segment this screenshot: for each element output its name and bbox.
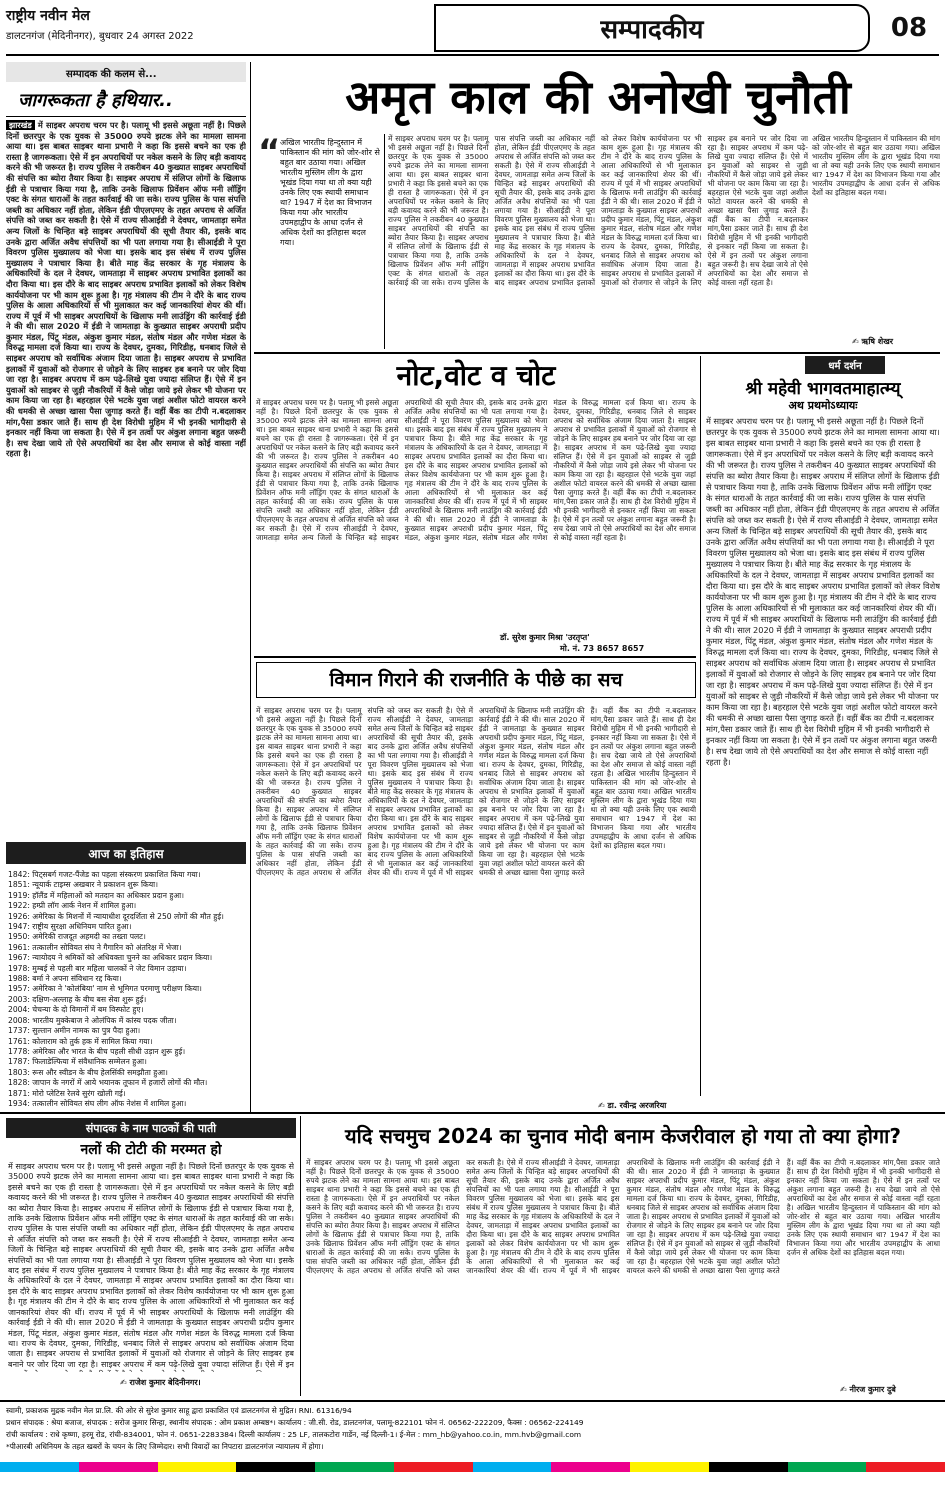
left-editorial-title: जागरूकता है हथियार.. (18, 90, 173, 111)
imprint-line: रांची कार्यालय : राधे कृष्णा, हरमू रोड, रांची-834001, फोन नं. 0651-2283384। दिल्ली कार्यालय : 25 LF, तालकटोरा गार्डेन, नई दिल्ली-1। ई-मेल : mm_hb@yahoo.co.in, mm.hvb@gmail.com (6, 1430, 582, 1439)
color-swatch (551, 1462, 630, 1472)
sub-editorial-text: में साइबर अपराध चरम पर है। पलामू भी इससे अछूता नहीं है। पिछले दिनों छतरपुर के एक युवक से 35000 रुपये झटक लेने का मामला सामना आया था। इस बाबत साइबर थाना प्रभारी ने कहा कि इससे बचने का एक ही रास्ता है जागरूकता। ऐसे में इन अपराधियों पर नकेल कसने के लिए बड़ी कवायद करने की भी जरूरत है। राज्य पुलिस ने तकरीबन 40 कुख्यात साइबर अपराधियों की संपत्ति का ब्योरा तैयार किया है। साइबर अपराध में संलिप्त लोगों के खिलाफ ईडी से पत्राचार किया गया है, ताकि उनके खिलाफ प्रिवेंशन ऑफ मनी लॉड्रिंग एक्ट के संगत धाराओं के तहत कार्रवाई की जा सके। राज्य पुलिस के पास संपत्ति जब्ती का अधिकार नहीं होता, लेकिन ईडी पीएलएमए के तहत अपराध से अर्जित संपत्ति को जब्त कर सकती है। ऐसे में राज्य सीआईडी ने देवघर, जामताड़ा समेत अन्य जिलों के चिन्हित बड़े साइबर अपराधियों की सूची तैयार की, इसके बाद उनके द्वारा अर्जित अवैध संपत्तियों का भी पता लगाया गया है। सीआईडी ने पूरा विवरण पुलिस मुख्यालय को भेजा था। इसके बाद इस संबंध में राज्य पुलिस मुख्यालय ने पत्राचार किया है। बीते माह केंद्र सरकार के गृह मंत्रालय के अधिकारियों के दल ने देवघर, जामताड़ा में साइबर अपराध प्रभावित इलाकों का दौरा किया था। इस दौरे के बाद साइबर अपराध प्रभावित इलाकों को लेकर विशेष कार्ययोजना पर भी काम शुरू हुआ है। गृह मंत्रालय की टीम ने दौरे के बाद राज्य पुलिस के आला अधिकारियों से भी मुलाकात कर कई जानकारियां शेयर की थीं। राज्य में पूर्व में भी साइबर अपराधियों के खिलाफ मनी लाउंड्रिंग की कार्रवाई ईडी ने की थी। साल 2020 में ईडी ने जामताड़ा के कुख्यात साइबर अपराधी प्रदीप कुमार मंडल, पिंटू मंडल, अंकुश कुमार मंडल, संतोष मंडल और गणेश मंडल के विरुद्ध मामला दर्ज किया था। राज्य के देवघर, दुमका, गिरिडीह, धनबाद जिले से साइबर अपराध को सर्वाधिक अंजाम दिया जाता है। साइबर अपराध से प्रभावित इलाकों में युवाओं को रोजगार से जोड़ने के लिए साइबर हब बनाने पर जोर दिया जा रहा है। साइबर अपराध में कम पढ़े-लिखे युवा ज्यादा संलिप्त हैं। ऐसे में इन युवाओं को साइबर से जुड़ी नौकरियों में कैसे जोड़ा जाये इसे लेकर भी योजना पर काम किया जा रहा है। बहरहाल ऐसे भटके युवा जहां अशील फोटो वायरल करने की धमकी से अच्छा खासा पैसा जुगाड़ करते हैं। वहीं बैंक का टीपी न.बदलाकर मांग,पैसा डकार जाते हैं। साथ ही देश विरोधी मुहिम में भी इनकी भागीदारी से इनकार नहीं किया जा सकता है। ऐसे में इन तत्वों पर अंकुश लगाना बहुत जरूरी है। सच देखा जाये तो ऐसे अपराधियों का देश और समाज से कोई वास्ता नहीं रहता है। (256, 398, 696, 542)
history-item: 1934: तत्कालीन सोवियत संघ लीग ऑफ नेशंस में शामिल हुआ। (8, 1098, 187, 1108)
color-swatch (394, 1462, 473, 1472)
dharma-tag: धर्म दर्शन (805, 356, 885, 374)
history-item: 1851: न्यूयार्क टाइम्स अखबार ने प्रकाशन शुरू किया। (8, 880, 158, 890)
plane-text: में साइबर अपराध चरम पर है। पलामू भी इससे अछूता नहीं है। पिछले दिनों छतरपुर के एक युवक से 35000 रुपये झटक लेने का मामला सामना आया था। इस बाबत साइबर थाना प्रभारी ने कहा कि इससे बचने का एक ही रास्ता है जागरूकता। ऐसे में इन अपराधियों पर नकेल कसने के लिए बड़ी कवायद करने की भी जरूरत है। राज्य पुलिस ने तकरीबन 40 कुख्यात साइबर अपराधियों की संपत्ति का ब्योरा तैयार किया है। साइबर अपराध में संलिप्त लोगों के खिलाफ ईडी से पत्राचार किया गया है, ताकि उनके खिलाफ प्रिवेंशन ऑफ मनी लॉड्रिंग एक्ट के संगत धाराओं के तहत कार्रवाई की जा सके। राज्य पुलिस के पास संपत्ति जब्ती का अधिकार नहीं होता, लेकिन ईडी पीएलएमए के तहत अपराध से अर्जित संपत्ति को जब्त कर सकती है। ऐसे में राज्य सीआईडी ने देवघर, जामताड़ा समेत अन्य जिलों के चिन्हित बड़े साइबर अपराधियों की सूची तैयार की, इसके बाद उनके द्वारा अर्जित अवैध संपत्तियों का भी पता लगाया गया है। सीआईडी ने पूरा विवरण पुलिस मुख्यालय को भेजा था। इसके बाद इस संबंध में राज्य पुलिस मुख्यालय ने पत्राचार किया है। बीते माह केंद्र सरकार के गृह मंत्रालय के अधिकारियों के दल ने देवघर, जामताड़ा में साइबर अपराध प्रभावित इलाकों का दौरा किया था। इस दौरे के बाद साइबर अपराध प्रभावित इलाकों को लेकर विशेष कार्ययोजना पर भी काम शुरू हुआ है। गृह मंत्रालय की टीम ने दौरे के बाद राज्य पुलिस के आला अधिकारियों से भी मुलाकात कर कई जानकारियां शेयर की थीं। राज्य में पूर्व में भी साइबर अपराधियों के खिलाफ मनी लाउंड्रिंग की कार्रवाई ईडी ने की थी। साल 2020 में ईडी ने जामताड़ा के कुख्यात साइबर अपराधी प्रदीप कुमार मंडल, पिंटू मंडल, अंकुश कुमार मंडल, संतोष मंडल और गणेश मंडल के विरुद्ध मामला दर्ज किया था। राज्य के देवघर, दुमका, गिरिडीह, धनबाद जिले से साइबर अपराध को सर्वाधिक अंजाम दिया जाता है। साइबर अपराध से प्रभावित इलाकों में युवाओं को रोजगार से जोड़ने के लिए साइबर हब बनाने पर जोर दिया जा रहा है। साइबर अपराध में कम पढ़े-लिखे युवा ज्यादा संलिप्त हैं। ऐसे में इन युवाओं को साइबर से जुड़ी नौकरियों में कैसे जोड़ा जाये इसे लेकर भी योजना पर काम किया जा रहा है। बहरहाल ऐसे भटके युवा जहां अशील फोटो वायरल करने की धमकी से अच्छा खासा पैसा जुगाड़ करते हैं। वहीं बैंक का टीपी न.बदलाकर मांग,पैसा डकार जाते हैं। साथ ही देश विरोधी मुहिम में भी इनकी भागीदारी से इनकार नहीं किया जा सकता है। ऐसे में इन तत्वों पर अंकुश लगाना बहुत जरूरी है। सच देखा जाये तो ऐसे अपराधियों का देश और समाज से कोई वास्ता नहीं रहता है। (256, 706, 696, 877)
section-title: सम्पादकीय (434, 4, 870, 52)
page-header (6, 4, 939, 56)
history-item: 1842: पिट्सबर्ग गजट-पैंजेड का पहला संस्करण प्रकाशित किया गया। (8, 870, 201, 879)
imprint-line: *पीआरबी अधिनियम के तहत खबरों के चयन के लिए जिम्मेदार। सभी विवादों का निपटारा डालटनगंज न्यायालय में होगा। (6, 1442, 324, 1451)
editor-pen-banner: सम्पादक की कलम से... (6, 62, 246, 82)
letters-author-name: राजेश कुमार बेदिनीनगर। (129, 1378, 201, 1387)
history-item: 1828: जापान के नगरों में आये भयानक तूफान में हजारों लोगों की मौत। (8, 1078, 208, 1088)
plane-title: विमान गिराने की राजनीति के पीछे का सच (256, 662, 696, 698)
history-item: 1787: फिलाडेल्फिया में संवैधानिक सम्मेलन हुआ। (8, 1057, 147, 1067)
main-byline: ✍ ऋषि शेखर (852, 337, 894, 346)
bottom-title: यदि सचमुच 2024 का चुनाव मोदी बनाम केजरीवाल हो गया तो क्या होगा? (345, 1124, 901, 1148)
letters-banner (6, 1118, 296, 1138)
history-item: 1761: कोलाराम को तुर्क हक में सामिल किया गया। (8, 1036, 153, 1046)
bottom-author: ✍ नीरज कुमार दुबे (840, 1385, 896, 1394)
plane-text: अखिल भारतीय हिन्दुस्तान में पाकिस्तान की मांग को जोर-शोर से बहुत बार उठाया गया। अखिल भारतीय मुस्लिम लीग के द्वारा भूखंड दिया गया था तो क्या यही उनके लिए एक स्थायी समाधान था? 1947 में देश का विभाजन किया गया और भारतीय उपमहाद्वीप के आधा दर्जन से अधिक देशों का इतिहास बदल गया। (590, 769, 696, 850)
color-swatch (630, 1462, 709, 1472)
history-title: आज का इतिहास (88, 846, 164, 861)
dharma-subtitle: अथ प्रथमोऽध्यायः (788, 399, 858, 412)
color-registration-bar (0, 1462, 945, 1472)
quote-icon: “ (258, 132, 281, 172)
history-item: 2004: चेचन्या के दो विमानों में बम विस्फोट हुए। (8, 1005, 144, 1015)
plane-body (256, 706, 696, 1098)
letters-author: ✍ राजेश कुमार बेदिनीनगर। (120, 1378, 201, 1387)
bottom-text: अखिल भारतीय हिन्दुस्तान में पाकिस्तान की मांग को जोर-शोर से बहुत बार उठाया गया। अखिल भारतीय मुस्लिम लीग के द्वारा भूखंड दिया गया था तो क्या यही उनके लिए एक स्थायी समाधान था? 1947 में देश का विभाजन किया गया और भारतीय उपमहाद्वीप के आधा दर्जन से अधिक देशों का इतिहास बदल गया। (786, 1203, 940, 1257)
color-swatch (473, 1462, 552, 1472)
plane-author-name: डा. रवीन्द्र अरजरिया (607, 1101, 667, 1110)
history-item: 2008: भारतीय मुक्केबाज ने ओलंपिक में कांस्य पदक जीता। (8, 1015, 177, 1025)
letters-title: संपादक के नाम पाठकों की पाती (85, 1121, 217, 1135)
sub-editorial-mobile: मो. नं. 73 8657 8657 (560, 644, 645, 653)
dateline: डालटनगंज (मेदिनीनगर), बुधवार 24 अगस्त 2022 (6, 31, 194, 42)
color-swatch (236, 1462, 315, 1472)
column-divider (384, 134, 385, 349)
history-item: 2003: दक्षिण-अल्लाह के बीच बस सेवा शुरू हुई। (8, 994, 147, 1004)
sub-editorial-body (256, 398, 696, 634)
divider (254, 352, 940, 354)
imprint-line: प्रधान संपादक : श्रेया बजाज, संपादक : सरोज कुमार सिन्हा, स्थानीय संपादक : ओम प्रकाश अम्बष्ठ*। कार्यालय : जी.सी. रोड, डालटनगंज, पलामू-822101 फोन नं. 06562-222209, फैक्स : 06562-224149 (6, 1418, 584, 1427)
masthead-title: राष्ट्रीय नवीन मेल (6, 8, 90, 24)
history-item: 1988: बर्मा ने अपना संविधान रद्द किया। (8, 974, 122, 984)
main-headline: अमृत काल की अनोखी चुनौती (345, 70, 851, 124)
divider (254, 656, 696, 658)
history-item: 1926: अमेरिका के मिशनों में न्यायाधीश दूरदर्शिता से 250 लोगों की मौत हुई। (8, 911, 224, 921)
history-banner (6, 842, 246, 864)
history-item: 1871: मोरो प्लेटिस रेलवे सुरंग खोली गई। (8, 1088, 126, 1098)
page-number: 08 (890, 13, 928, 43)
letters-body (8, 1162, 294, 1372)
history-item: 1978: मुम्बई से पहली बार महिला चालकों ने जेट विमान उड़ाया। (8, 963, 187, 973)
bottom-body (306, 1158, 940, 1380)
letters-text: में साइबर अपराध चरम पर है। पलामू भी इससे अछूता नहीं है। पिछले दिनों छतरपुर के एक युवक से 35000 रुपये झटक लेने का मामला सामना आया था। इस बाबत साइबर थाना प्रभारी ने कहा कि इससे बचने का एक ही रास्ता है जागरूकता। ऐसे में इन अपराधियों पर नकेल कसने के लिए बड़ी कवायद करने की भी जरूरत है। राज्य पुलिस ने तकरीबन 40 कुख्यात साइबर अपराधियों की संपत्ति का ब्योरा तैयार किया है। साइबर अपराध में संलिप्त लोगों के खिलाफ ईडी से पत्राचार किया गया है, ताकि उनके खिलाफ प्रिवेंशन ऑफ मनी लॉड्रिंग एक्ट के संगत धाराओं के तहत कार्रवाई की जा सके। राज्य पुलिस के पास संपत्ति जब्ती का अधिकार नहीं होता, लेकिन ईडी पीएलएमए के तहत अपराध से अर्जित संपत्ति को जब्त कर सकती है। ऐसे में राज्य सीआईडी ने देवघर, जामताड़ा समेत अन्य जिलों के चिन्हित बड़े साइबर अपराधियों की सूची तैयार की, इसके बाद उनके द्वारा अर्जित अवैध संपत्तियों का भी पता लगाया गया है। सीआईडी ने पूरा विवरण पुलिस मुख्यालय को भेजा था। इसके बाद इस संबंध में राज्य पुलिस मुख्यालय ने पत्राचार किया है। बीते माह केंद्र सरकार के गृह मंत्रालय के अधिकारियों के दल ने देवघर, जामताड़ा में साइबर अपराध प्रभावित इलाकों का दौरा किया था। इस दौरे के बाद साइबर अपराध प्रभावित इलाकों को लेकर विशेष कार्ययोजना पर भी काम शुरू हुआ है। गृह मंत्रालय की टीम ने दौरे के बाद राज्य पुलिस के आला अधिकारियों से भी मुलाकात कर कई जानकारियां शेयर की थीं। राज्य में पूर्व में भी साइबर अपराधियों के खिलाफ मनी लाउंड्रिंग की कार्रवाई ईडी ने की थी। साल 2020 में ईडी ने जामताड़ा के कुख्यात साइबर अपराधी प्रदीप कुमार मंडल, पिंटू मंडल, अंकुश कुमार मंडल, संतोष मंडल और गणेश मंडल के विरुद्ध मामला दर्ज किया था। राज्य के देवघर, दुमका, गिरिडीह, धनबाद जिले से साइबर अपराध को सर्वाधिक अंजाम दिया जाता है। साइबर अपराध से प्रभावित इलाकों में युवाओं को रोजगार से जोड़ने के लिए साइबर हब बनाने पर जोर दिया जा रहा है। साइबर अपराध में कम पढ़े-लिखे युवा ज्यादा संलिप्त हैं। ऐसे में इन (8, 1162, 294, 1369)
color-swatch (158, 1462, 237, 1472)
main-editorial-text: अखिल भारतीय हिन्दुस्तान में पाकिस्तान की मांग को जोर-शोर से बहुत बार उठाया गया। अखिल भारतीय मुस्लिम लीग के द्वारा भूखंड दिया गया था तो क्या यही उनके लिए एक स्थायी समाधान था? 1947 में देश का विभाजन किया गया और भारतीय उपमहाद्वीप के आधा दर्जन से अधिक देशों का इतिहास बदल गया। (812, 134, 940, 197)
imprint-footer (0, 1400, 945, 1489)
color-swatch (709, 1462, 788, 1472)
sub-editorial-title: नोट,वोट व चोट (396, 359, 556, 392)
history-item: 1737: सुल्तान अमीन नामक का पुत्र पैदा हुआ। (8, 1026, 141, 1036)
main-byline-name: ऋषि शेखर (861, 337, 894, 346)
left-editorial-lead: झारखंड (6, 120, 35, 130)
imprint-line: स्वामी, प्रकाशक मुद्रक नवीन मेल प्रा.लि. की ओर से सुरेश कुमार साहू द्वारा प्रकाशित एवं डालटनगंज से मुद्रित। RNI. 61316/94 (6, 1406, 352, 1415)
dharma-text: में साइबर अपराध चरम पर है। पलामू भी इससे अछूता नहीं है। पिछले दिनों छतरपुर के एक युवक से 35000 रुपये झटक लेने का मामला सामना आया था। इस बाबत साइबर थाना प्रभारी ने कहा कि इससे बचने का एक ही रास्ता है जागरूकता। ऐसे में इन अपराधियों पर नकेल कसने के लिए बड़ी कवायद करने की भी जरूरत है। राज्य पुलिस ने तकरीबन 40 कुख्यात साइबर अपराधियों की संपत्ति का ब्योरा तैयार किया है। साइबर अपराध में संलिप्त लोगों के खिलाफ ईडी से पत्राचार किया गया है, ताकि उनके खिलाफ प्रिवेंशन ऑफ मनी लॉड्रिंग एक्ट के संगत धाराओं के तहत कार्रवाई की जा सके। राज्य पुलिस के पास संपत्ति जब्ती का अधिकार नहीं होता, लेकिन ईडी पीएलएमए के तहत अपराध से अर्जित संपत्ति को जब्त कर सकती है। ऐसे में राज्य सीआईडी ने देवघर, जामताड़ा समेत अन्य जिलों के चिन्हित बड़े साइबर अपराधियों की सूची तैयार की, इसके बाद उनके द्वारा अर्जित अवैध संपत्तियों का भी पता लगाया गया है। सीआईडी ने पूरा विवरण पुलिस मुख्यालय को भेजा था। इसके बाद इस संबंध में राज्य पुलिस मुख्यालय ने पत्राचार किया है। बीते माह केंद्र सरकार के गृह मंत्रालय के अधिकारियों के दल ने देवघर, जामताड़ा में साइबर अपराध प्रभावित इलाकों का दौरा किया था। इस दौरे के बाद साइबर अपराध प्रभावित इलाकों को लेकर विशेष कार्ययोजना पर भी काम शुरू हुआ है। गृह मंत्रालय की टीम ने दौरे के बाद राज्य पुलिस के आला अधिकारियों से भी मुलाकात कर कई जानकारियां शेयर की थीं। राज्य में पूर्व में भी साइबर अपराधियों के खिलाफ मनी लाउंड्रिंग की कार्रवाई ईडी ने की थी। साल 2020 में ईडी ने जामताड़ा के कुख्यात साइबर अपराधी प्रदीप कुमार मंडल, पिंटू मंडल, अंकुश कुमार मंडल, संतोष मंडल और गणेश मंडल के विरुद्ध मामला दर्ज किया था। राज्य के देवघर, दुमका, गिरिडीह, धनबाद जिले से साइबर अपराध को सर्वाधिक अंजाम दिया जाता है। साइबर अपराध से प्रभावित इलाकों में युवाओं को रोजगार से जोड़ने के लिए साइबर हब बनाने पर जोर दिया जा रहा है। साइबर अपराध में कम पढ़े-लिखे युवा ज्यादा संलिप्त हैं। ऐसे में इन युवाओं को साइबर से जुड़ी नौकरियों में कैसे जोड़ा जाये इसे लेकर भी योजना पर काम किया जा रहा है। बहरहाल ऐसे भटके युवा जहां अशील फोटो वायरल करने की धमकी से अच्छा खासा पैसा जुगाड़ करते हैं। वहीं बैंक का टीपी न.बदलाकर मांग,पैसा डकार जाते हैं। साथ ही देश विरोधी मुहिम में भी इनकी भागीदारी से इनकार नहीं किया जा सकता है। ऐसे में इन तत्वों पर अंकुश लगाना बहुत जरूरी है। सच देखा जाये तो ऐसे अपराधियों का देश और समाज से कोई वास्ता नहीं रहता है। (706, 416, 940, 767)
column-divider (250, 62, 251, 1112)
column-divider (300, 1116, 301, 1396)
history-item: 1967: न्यायोदय ने श्रमिकों को अधिवक्ता चुनने का अधिकार प्रदान किया। (8, 953, 213, 963)
history-item: 1947: राष्ट्रीय सुरक्षा अधिनियम पारित हुआ। (8, 922, 132, 932)
history-item: 1778: अमेरिका और भारत के बीच पहली सीधी उड़ान शुरू हुई। (8, 1046, 186, 1056)
main-editorial-text: में साइबर अपराध चरम पर है। पलामू भी इससे अछूता नहीं है। पिछले दिनों छतरपुर के एक युवक से 35000 रुपये झटक लेने का मामला सामना आया था। इस बाबत साइबर थाना प्रभारी ने कहा कि इससे बचने का एक ही रास्ता है जागरूकता। ऐसे में इन अपराधियों पर नकेल कसने के लिए बड़ी कवायद करने की भी जरूरत है। राज्य पुलिस ने तकरीबन 40 कुख्यात साइबर अपराधियों की संपत्ति का ब्योरा तैयार किया है। साइबर अपराध में संलिप्त लोगों के खिलाफ ईडी से पत्राचार किया गया है, ताकि उनके खिलाफ प्रिवेंशन ऑफ मनी लॉड्रिंग एक्ट के संगत धाराओं के तहत कार्रवाई की जा सके। राज्य पुलिस के पास संपत्ति जब्ती का अधिकार नहीं होता, लेकिन ईडी पीएलएमए के तहत अपराध से अर्जित संपत्ति को जब्त कर सकती है। ऐसे में राज्य सीआईडी ने देवघर, जामताड़ा समेत अन्य जिलों के चिन्हित बड़े साइबर अपराधियों की सूची तैयार की, इसके बाद उनके द्वारा अर्जित अवैध संपत्तियों का भी पता लगाया गया है। सीआईडी ने पूरा विवरण पुलिस मुख्यालय को भेजा था। इसके बाद इस संबंध में राज्य पुलिस मुख्यालय ने पत्राचार किया है। बीते माह केंद्र सरकार के गृह मंत्रालय के अधिकारियों के दल ने देवघर, जामताड़ा में साइबर अपराध प्रभावित इलाकों का दौरा किया था। इस दौरे के बाद साइबर अपराध प्रभावित इलाकों को लेकर विशेष कार्ययोजना पर भी काम शुरू हुआ है। गृह मंत्रालय की टीम ने दौरे के बाद राज्य पुलिस के आला अधिकारियों से भी मुलाकात कर कई जानकारियां शेयर की थीं। राज्य में पूर्व में भी साइबर अपराधियों के खिलाफ मनी लाउंड्रिंग की कार्रवाई ईडी ने की थी। साल 2020 में ईडी ने जामताड़ा के कुख्यात साइबर अपराधी प्रदीप कुमार मंडल, पिंटू मंडल, अंकुश कुमार मंडल, संतोष मंडल और गणेश मंडल के विरुद्ध मामला दर्ज किया था। राज्य के देवघर, दुमका, गिरिडीह, धनबाद जिले से साइबर अपराध को सर्वाधिक अंजाम दिया जाता है। साइबर अपराध से प्रभावित इलाकों में युवाओं को रोजगार से जोड़ने के लिए साइबर हब बनाने पर जोर दिया जा रहा है। साइबर अपराध में कम पढ़े-लिखे युवा ज्यादा संलिप्त हैं। ऐसे में इन युवाओं को साइबर से जुड़ी नौकरियों में कैसे जोड़ा जाये इसे लेकर भी योजना पर काम किया जा रहा है। बहरहाल ऐसे भटके युवा जहां अशील फोटो वायरल करने की धमकी से अच्छा खासा पैसा जुगाड़ करते हैं। वहीं बैंक का टीपी न.बदलाकर मांग,पैसा डकार जाते हैं। साथ ही देश विरोधी मुहिम में भी इनकी भागीदारी से इनकार नहीं किया जा सकता है। ऐसे में इन तत्वों पर अंकुश लगाना बहुत जरूरी है। सच देखा जाये तो ऐसे अपराधियों का देश और समाज से कोई वास्ता नहीं रहता है। (388, 134, 808, 287)
left-editorial-body (6, 120, 246, 835)
color-swatch (315, 1462, 394, 1472)
color-swatch (79, 1462, 158, 1472)
dharma-body (706, 416, 940, 1096)
divider (0, 1112, 945, 1114)
color-swatch (866, 1462, 945, 1472)
pullquote: अखिल भारतीय हिन्दुस्तान में पाकिस्तान की मांग को जोर-शोर से बहुत बार उठाया गया। अखिल भारतीय मुस्लिम लीग के द्वारा भूखंड दिया गया था तो क्या यही उनके लिए एक स्थायी समाधान था? 1947 में देश का विभाजन किया गया और भारतीय उपमहाद्वीप के आधा दर्जन से अधिक देशों का इतिहास बदल गया। (280, 138, 380, 247)
history-item: 1950: अमेरिकी राजदूत अहमदी का तख्ता पलट। (8, 932, 146, 942)
divider (6, 116, 246, 117)
color-swatch (0, 1462, 79, 1472)
column-divider (700, 356, 701, 1096)
left-editorial-text: में साइबर अपराध चरम पर है। पलामू भी इससे अछूता नहीं है। पिछले दिनों छतरपुर के एक युवक से 35000 रुपये झटक लेने का मामला सामना आया था। इस बाबत साइबर थाना प्रभारी ने कहा कि इससे बचने का एक ही रास्ता है जागरूकता। ऐसे में इन अपराधियों पर नकेल कसने के लिए बड़ी कवायद करने की भी जरूरत है। राज्य पुलिस ने तकरीबन 40 कुख्यात साइबर अपराधियों की संपत्ति का ब्योरा तैयार किया है। साइबर अपराध में संलिप्त लोगों के खिलाफ ईडी से पत्राचार किया गया है, ताकि उनके खिलाफ प्रिवेंशन ऑफ मनी लॉड्रिंग एक्ट के संगत धाराओं के तहत कार्रवाई की जा सके। राज्य पुलिस के पास संपत्ति जब्ती का अधिकार नहीं होता, लेकिन ईडी पीएलएमए के तहत अपराध से अर्जित संपत्ति को जब्त कर सकती है। ऐसे में राज्य सीआईडी ने देवघर, जामताड़ा समेत अन्य जिलों के चिन्हित बड़े साइबर अपराधियों की सूची तैयार की, इसके बाद उनके द्वारा अर्जित अवैध संपत्तियों का भी पता लगाया गया है। सीआईडी ने पूरा विवरण पुलिस मुख्यालय को भेजा था। इसके बाद इस संबंध में राज्य पुलिस मुख्यालय ने पत्राचार किया है। बीते माह केंद्र सरकार के गृह मंत्रालय के अधिकारियों के दल ने देवघर, जामताड़ा में साइबर अपराध प्रभावित इलाकों का दौरा किया था। इस दौरे के बाद साइबर अपराध प्रभावित इलाकों को लेकर विशेष कार्ययोजना पर भी काम शुरू हुआ है। गृह मंत्रालय की टीम ने दौरे के बाद राज्य पुलिस के आला अधिकारियों से भी मुलाकात कर कई जानकारियां शेयर की थीं। राज्य में पूर्व में भी साइबर अपराधियों के खिलाफ मनी लाउंड्रिंग की कार्रवाई ईडी ने की थी। साल 2020 में ईडी ने जामताड़ा के कुख्यात साइबर अपराधी प्रदीप कुमार मंडल, पिंटू मंडल, अंकुश कुमार मंडल, संतोष मंडल और गणेश मंडल के विरुद्ध मामला दर्ज किया था। राज्य के देवघर, दुमका, गिरिडीह, धनबाद जिले से साइबर अपराध को सर्वाधिक अंजाम दिया जाता है। साइबर अपराध से प्रभावित इलाकों में युवाओं को रोजगार से जोड़ने के लिए साइबर हब बनाने पर जोर दिया जा रहा है। साइबर अपराध में कम पढ़े-लिखे युवा ज्यादा संलिप्त हैं। ऐसे में इन युवाओं को साइबर से जुड़ी नौकरियों में कैसे जोड़ा जाये इसे लेकर भी योजना पर काम किया जा रहा है। बहरहाल ऐसे भटके युवा जहां अशील फोटो वायरल करने की धमकी से अच्छा खासा पैसा जुगाड़ करते हैं। वहीं बैंक का टीपी न.बदलाकर मांग,पैसा डकार जाते हैं। साथ ही देश विरोधी मुहिम में भी इनकी भागीदारी से इनकार नहीं किया जा सकता है। ऐसे में इन तत्वों पर अंकुश लगाना बहुत जरूरी है। सच देखा जाये तो ऐसे अपराधियों का देश और समाज से कोई वास्ता नहीं रहता है। (6, 120, 246, 459)
main-editorial-body (388, 134, 808, 349)
history-item: 1803: रूस और स्वीडन के बीच हेलसिंकी समझौता हुआ। (8, 1067, 168, 1077)
bottom-text: में साइबर अपराध चरम पर है। पलामू भी इससे अछूता नहीं है। पिछले दिनों छतरपुर के एक युवक से 35000 रुपये झटक लेने का मामला सामना आया था। इस बाबत साइबर थाना प्रभारी ने कहा कि इससे बचने का एक ही रास्ता है जागरूकता। ऐसे में इन अपराधियों पर नकेल कसने के लिए बड़ी कवायद करने की भी जरूरत है। राज्य पुलिस ने तकरीबन 40 कुख्यात साइबर अपराधियों की संपत्ति का ब्योरा तैयार किया है। साइबर अपराध में संलिप्त लोगों के खिलाफ ईडी से पत्राचार किया गया है, ताकि उनके खिलाफ प्रिवेंशन ऑफ मनी लॉड्रिंग एक्ट के संगत धाराओं के तहत कार्रवाई की जा सके। राज्य पुलिस के पास संपत्ति जब्ती का अधिकार नहीं होता, लेकिन ईडी पीएलएमए के तहत अपराध से अर्जित संपत्ति को जब्त कर सकती है। ऐसे में राज्य सीआईडी ने देवघर, जामताड़ा समेत अन्य जिलों के चिन्हित बड़े साइबर अपराधियों की सूची तैयार की, इसके बाद उनके द्वारा अर्जित अवैध संपत्तियों का भी पता लगाया गया है। सीआईडी ने पूरा विवरण पुलिस मुख्यालय को भेजा था। इसके बाद इस संबंध में राज्य पुलिस मुख्यालय ने पत्राचार किया है। बीते माह केंद्र सरकार के गृह मंत्रालय के अधिकारियों के दल ने देवघर, जामताड़ा में साइबर अपराध प्रभावित इलाकों का दौरा किया था। इस दौरे के बाद साइबर अपराध प्रभावित इलाकों को लेकर विशेष कार्ययोजना पर भी काम शुरू हुआ है। गृह मंत्रालय की टीम ने दौरे के बाद राज्य पुलिस के आला अधिकारियों से भी मुलाकात कर कई जानकारियां शेयर की थीं। राज्य में पूर्व में भी साइबर अपराधियों के खिलाफ मनी लाउंड्रिंग की कार्रवाई ईडी ने की थी। साल 2020 में ईडी ने जामताड़ा के कुख्यात साइबर अपराधी प्रदीप कुमार मंडल, पिंटू मंडल, अंकुश कुमार मंडल, संतोष मंडल और गणेश मंडल के विरुद्ध मामला दर्ज किया था। राज्य के देवघर, दुमका, गिरिडीह, धनबाद जिले से साइबर अपराध को सर्वाधिक अंजाम दिया जाता है। साइबर अपराध से प्रभावित इलाकों में युवाओं को रोजगार से जोड़ने के लिए साइबर हब बनाने पर जोर दिया जा रहा है। साइबर अपराध में कम पढ़े-लिखे युवा ज्यादा संलिप्त हैं। ऐसे में इन युवाओं को साइबर से जुड़ी नौकरियों में कैसे जोड़ा जाये इसे लेकर भी योजना पर काम किया जा रहा है। बहरहाल ऐसे भटके युवा जहां अशील फोटो वायरल करने की धमकी से अच्छा खासा पैसा जुगाड़ करते हैं। वहीं बैंक का टीपी न.बदलाकर मांग,पैसा डकार जाते हैं। साथ ही देश विरोधी मुहिम में भी इनकी भागीदारी से इनकार नहीं किया जा सकता है। ऐसे में इन तत्वों पर अंकुश लगाना बहुत जरूरी है। सच देखा जाये तो ऐसे अपराधियों का देश और समाज से कोई वास्ता नहीं रहता है। (306, 1158, 940, 1275)
history-item: 1957: अमेरिका ने 'कोलंबिया' नाम से भूमिगत परमाणु परीक्षण किया। (8, 984, 202, 994)
history-item: 1961: तत्कालीन सोवियत संघ ने गैगारिन को अंतरिक्ष में भेजा। (8, 942, 182, 952)
history-item: 1922: हम्प्री लॉग आर्क नेशन में शामिल हुआ। (8, 901, 137, 911)
sub-editorial-author: डॉ. सुरेश कुमार मिश्रा 'उरतृप्त' (500, 633, 590, 642)
history-item: 1919: हॉलैंड में महिलाओं को मतदान का अधिकार प्रदान हुआ। (8, 890, 185, 900)
plane-author: ✍ डा. रवीन्द्र अरजरिया (598, 1101, 667, 1110)
bottom-author-name: नीरज कुमार दुबे (849, 1385, 896, 1394)
letters-subtitle: नलों की टोटी की मरम्मत हो (80, 1142, 222, 1158)
color-swatch (788, 1462, 867, 1472)
main-editorial-continued (812, 134, 940, 334)
dharma-title: श्री महेवी भागवतमाहात्म्य् (745, 379, 901, 399)
